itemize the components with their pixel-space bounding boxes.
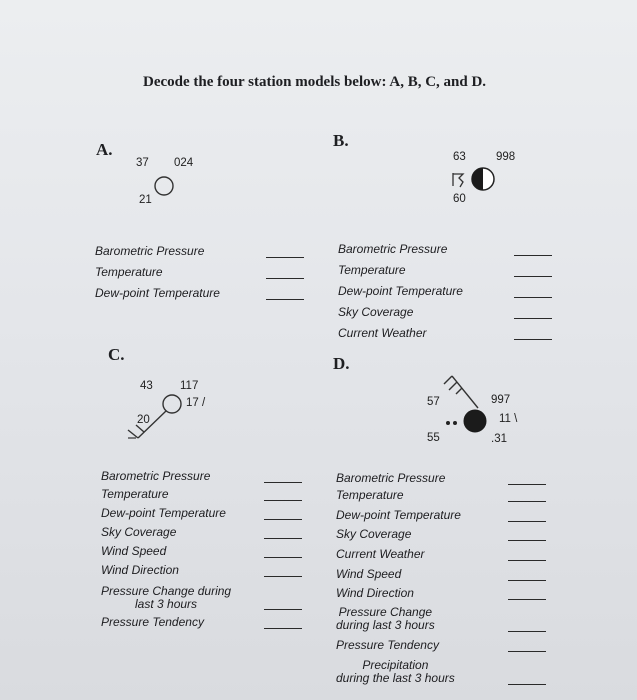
answer-blank-a-1[interactable] [266,257,304,258]
station-d-dewpoint: 55 [427,432,440,444]
label-b-4: Sky Coverage [338,305,414,319]
section-b-heading: B. [333,131,349,150]
answer-blank-d-6[interactable] [508,580,546,581]
label-d-5: Current Weather [336,547,425,561]
answer-blank-d-7[interactable] [508,599,546,600]
answer-blank-d-8[interactable] [508,631,546,632]
label-a-1: Barometric Pressure [95,244,205,258]
section-a-heading: A. [96,140,113,159]
station-c-dewpoint: 20 [137,414,150,426]
station-d-pressure: 997 [491,394,511,406]
answer-blank-d-9[interactable] [508,651,546,652]
label-b-1: Barometric Pressure [338,242,448,256]
answer-blank-c-5[interactable] [264,557,302,558]
station-b-temperature: 63 [453,151,466,163]
station-a-pressure: 024 [174,157,194,169]
answer-blank-d-4[interactable] [508,540,546,541]
answer-blank-c-3[interactable] [264,519,302,520]
answer-blank-c-7[interactable] [264,609,302,610]
answer-blank-c-8[interactable] [264,628,302,629]
answer-blank-d-10[interactable] [508,684,546,685]
answer-blank-c-1[interactable] [264,482,302,483]
half-cloud-sky-cover-icon [470,166,498,194]
answer-blank-b-4[interactable] [514,318,552,319]
station-c-wind-barb-icon [120,390,190,450]
label-d-10: Precipitation during the last 3 hours [336,658,455,685]
station-d-temperature: 57 [427,396,440,408]
station-a-dewpoint: 21 [139,194,152,206]
station-c-temperature: 43 [140,380,153,392]
label-c-4: Sky Coverage [101,525,177,539]
label-c-8: Pressure Tendency [101,615,204,629]
station-d-precipitation: .31 [491,433,507,445]
label-d-8: Pressure Change during last 3 hours [336,605,435,632]
answer-blank-c-2[interactable] [264,500,302,501]
label-c-5: Wind Speed [101,544,167,558]
station-d-pressure-tendency: 11 \ [499,413,518,425]
label-a-2: Temperature [95,265,163,279]
answer-blank-a-3[interactable] [266,299,304,300]
page-title: Decode the four station models below: A, B, C, and D. [143,74,487,90]
answer-blank-c-6[interactable] [264,576,302,577]
section-c-heading: C. [108,345,125,364]
label-d-2: Temperature [336,488,404,502]
station-a-circle-icon [152,174,178,200]
label-d-4: Sky Coverage [336,527,412,541]
station-c-pressure: 117 [180,380,199,392]
label-d-3: Dew-point Temperature [336,508,461,522]
label-b-2: Temperature [338,263,406,277]
rain-weather-icon [445,419,459,427]
label-d-6: Wind Speed [336,567,402,581]
label-c-1: Barometric Pressure [101,469,211,483]
label-a-3: Dew-point Temperature [95,286,220,300]
answer-blank-c-4[interactable] [264,538,302,539]
label-d-9: Pressure Tendency [336,638,439,652]
answer-blank-b-5[interactable] [514,339,552,340]
thunderstorm-weather-icon [450,171,468,189]
answer-blank-d-5[interactable] [508,560,546,561]
label-c-2: Temperature [101,487,169,501]
answer-blank-a-2[interactable] [266,278,304,279]
station-d-wind-barb-icon [438,372,498,412]
answer-blank-b-1[interactable] [514,255,552,256]
answer-blank-b-2[interactable] [514,276,552,277]
answer-blank-d-1[interactable] [508,484,546,485]
answer-blank-d-2[interactable] [508,501,546,502]
station-b-dewpoint: 60 [453,193,466,205]
label-c-6: Wind Direction [101,563,179,577]
station-b-pressure: 998 [496,151,516,163]
label-d-1: Barometric Pressure [336,471,446,485]
label-b-3: Dew-point Temperature [338,284,463,298]
label-c-3: Dew-point Temperature [101,506,226,520]
answer-blank-d-3[interactable] [508,521,546,522]
station-c-pressure-tendency: 17 / [186,397,206,409]
overcast-sky-cover-icon [462,408,490,436]
answer-blank-b-3[interactable] [514,297,552,298]
section-d-heading: D. [333,354,350,373]
label-d-7: Wind Direction [336,586,414,600]
label-c-7: Pressure Change during last 3 hours [101,584,232,611]
label-b-5: Current Weather [338,326,427,340]
station-a-temperature: 37 [136,157,149,169]
